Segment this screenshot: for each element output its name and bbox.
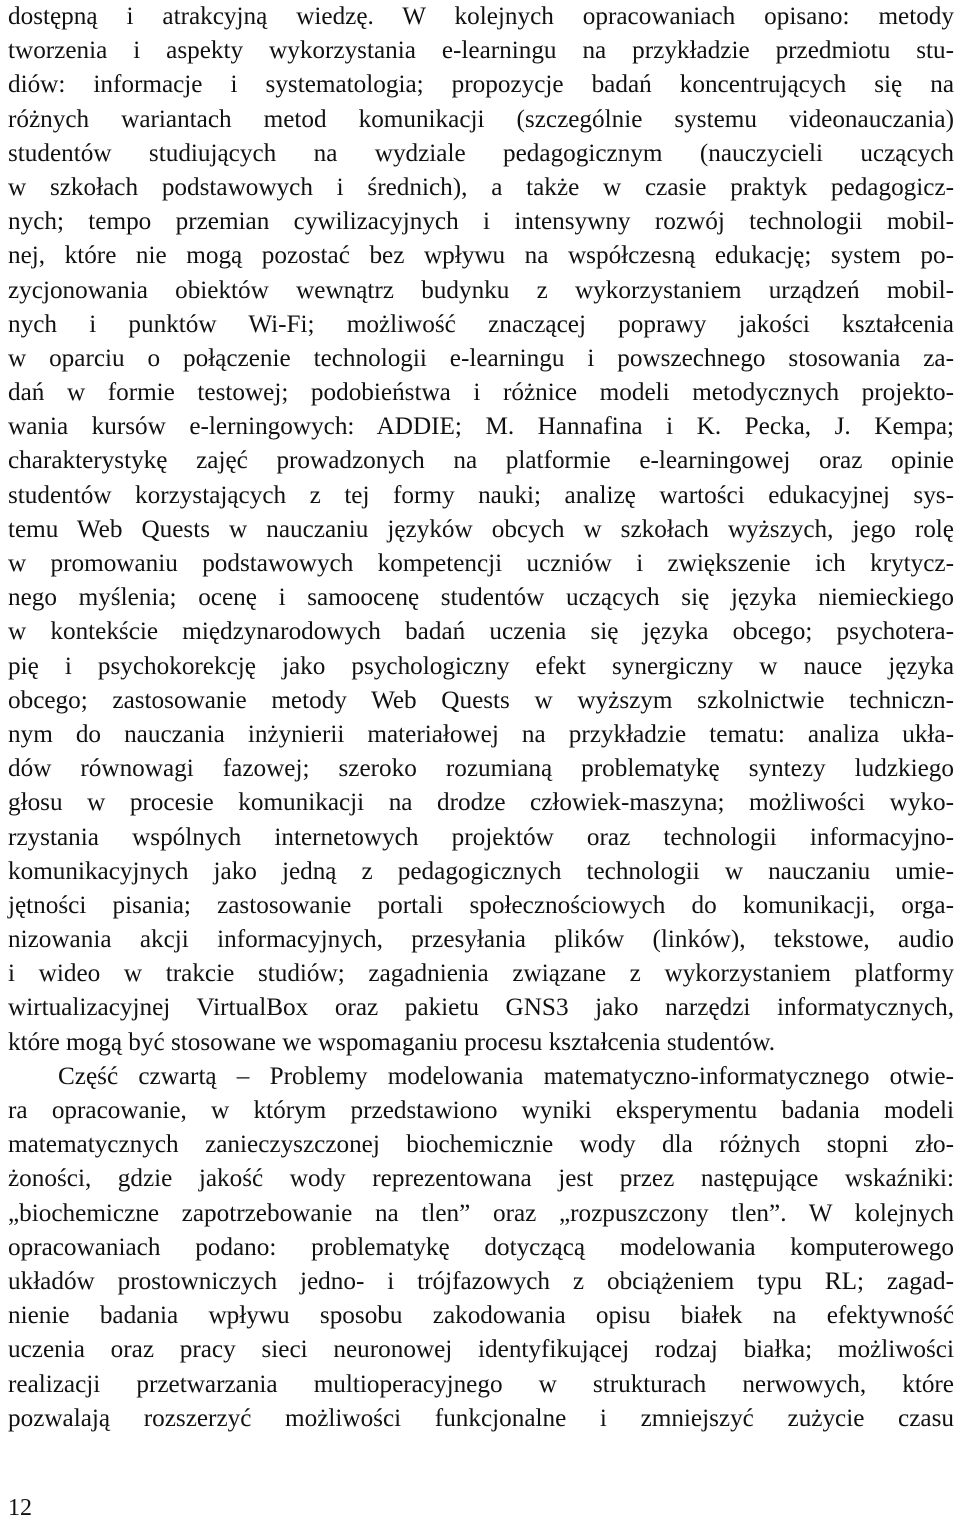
body-paragraph-2 bbox=[8, 1060, 954, 1436]
text-line: ra opracowanie, w którym przedstawiono wyniki eksperymentu badania modeli bbox=[8, 1097, 954, 1124]
text-line: nych; tempo przemian cywilizacyjnych i intensywny rozwój technologii mobil- bbox=[8, 208, 954, 236]
text-line: komunikacyjnych jako jedną z pedagogicznych technologii w nauczaniu umie- bbox=[8, 857, 954, 885]
text-line: „biochemiczne zapotrzebowanie na tlen” oraz „rozpuszczony tlen”. W kolejnych bbox=[8, 1199, 954, 1227]
text-line: tworzenia i aspekty wykorzystania e-learningu na przykładzie przedmiotu stu- bbox=[8, 37, 954, 65]
text-line: uczenia oraz pracy sieci neuronowej identyfikującej rodzaj białka; możliwości bbox=[8, 1336, 954, 1364]
text-line: w promowaniu podstawowych kompetencji uczniów i zwiększenie ich krytycz- bbox=[8, 550, 954, 577]
text-line: nej, które nie mogą pozostać bez wpływu na współczesną edukację; system po- bbox=[8, 242, 954, 270]
body-paragraph-1 bbox=[8, 0, 954, 1060]
text-line: dów równowagi fazowej; szeroko rozumianą problematykę syntezy ludzkiego bbox=[8, 755, 954, 783]
text-line: studentów korzystających z tej formy nauki; analizę wartości edukacyjnej sys- bbox=[8, 481, 954, 509]
text-line: jętności pisania; zastosowanie portali społecznościowych do komunikacji, orga- bbox=[8, 891, 954, 919]
page-number: 12 bbox=[8, 1495, 32, 1521]
text-line: nych i punktów Wi-Fi; możliwość znaczącej poprawy jakości kształcenia bbox=[8, 310, 954, 338]
text-line: Część czwartą – Problemy modelowania matematyczno-informatycznego otwie- bbox=[58, 1062, 954, 1090]
text-line: matematycznych zanieczyszczonej biochemicznie wody dla różnych stopni zło- bbox=[8, 1131, 954, 1159]
text-line: nego myślenia; ocenę i samoocenę studentów uczących się języka niemieckiego bbox=[8, 584, 954, 612]
text-line: realizacji przetwarzania multioperacyjnego w strukturach nerwowych, które bbox=[8, 1370, 954, 1398]
text-line: pozwalają rozszerzyć możliwości funkcjonalne i zmniejszyć zużycie czasu bbox=[8, 1404, 954, 1432]
document-page bbox=[8, 0, 954, 1436]
text-line: wirtualizacyjnej VirtualBox oraz pakietu GNS3 jako narzędzi informatycznych, bbox=[8, 994, 954, 1022]
text-line: nym do nauczania inżynierii materiałowej na przykładzie tematu: analiza ukła- bbox=[8, 720, 954, 748]
text-line: temu Web Quests w nauczaniu języków obcych w szkołach wyższych, jego rolę bbox=[8, 515, 954, 543]
text-line: w oparciu o połączenie technologii e-learningu i powszechnego stosowania za- bbox=[8, 344, 954, 372]
text-line: głosu w procesie komunikacji na drodze człowiek-maszyna; możliwości wyko- bbox=[8, 789, 954, 817]
text-line: studentów studiujących na wydziale pedagogicznym (nauczycieli uczących bbox=[8, 139, 954, 167]
text-line: żoności, gdzie jakość wody reprezentowana jest przez następujące wskaźniki: bbox=[8, 1165, 954, 1193]
text-line: w kontekście międzynarodowych badań uczenia się języka obcego; psychotera- bbox=[8, 618, 954, 646]
text-line: obcego; zastosowanie metody Web Quests w wyższym szkolnictwie techniczn- bbox=[8, 686, 954, 714]
text-line: różnych wariantach metod komunikacji (szczególnie systemu videonauczania) bbox=[8, 105, 954, 133]
text-line: zycjonowania obiektów wewnątrz budynku z wykorzystaniem urządzeń mobil- bbox=[8, 276, 954, 304]
text-line: wania kursów e-lerningowych: ADDIE; M. Hannafina i K. Pecka, J. Kempa; bbox=[8, 413, 954, 441]
text-line: w szkołach podstawowych i średnich), a także w czasie praktyk pedagogicz- bbox=[8, 173, 954, 201]
text-line: pię i psychokorekcję jako psychologiczny efekt synergiczny w nauce języka bbox=[8, 652, 954, 680]
text-line: opracowaniach podano: problematykę dotyczącą modelowania komputerowego bbox=[8, 1233, 954, 1261]
text-line: diów: informacje i systematologia; propozycje badań koncentrujących się na bbox=[8, 71, 954, 99]
text-line: charakterystykę zajęć prowadzonych na platformie e-learningowej oraz opinie bbox=[8, 447, 954, 475]
text-line: dostępną i atrakcyjną wiedzę. W kolejnych opracowaniach opisano: metody bbox=[8, 3, 954, 30]
text-line: które mogą być stosowane we wspomaganiu procesu kształcenia studentów. bbox=[8, 1028, 776, 1056]
text-line: układów prostowniczych jedno- i trójfazowych z obciążeniem typu RL; zagad- bbox=[8, 1267, 954, 1295]
text-line: dań w formie testowej; podobieństwa i różnice modeli metodycznych projekto- bbox=[8, 379, 954, 407]
text-line: i wideo w trakcie studiów; zagadnienia związane z wykorzystaniem platformy bbox=[8, 960, 954, 988]
text-line: nizowania akcji informacyjnych, przesyłania plików (linków), tekstowe, audio bbox=[8, 926, 954, 954]
text-line: nienie badania wpływu sposobu zakodowania opisu białek na efektywność bbox=[8, 1302, 954, 1330]
text-line: rzystania wspólnych internetowych projektów oraz technologii informacyjno- bbox=[8, 823, 954, 851]
